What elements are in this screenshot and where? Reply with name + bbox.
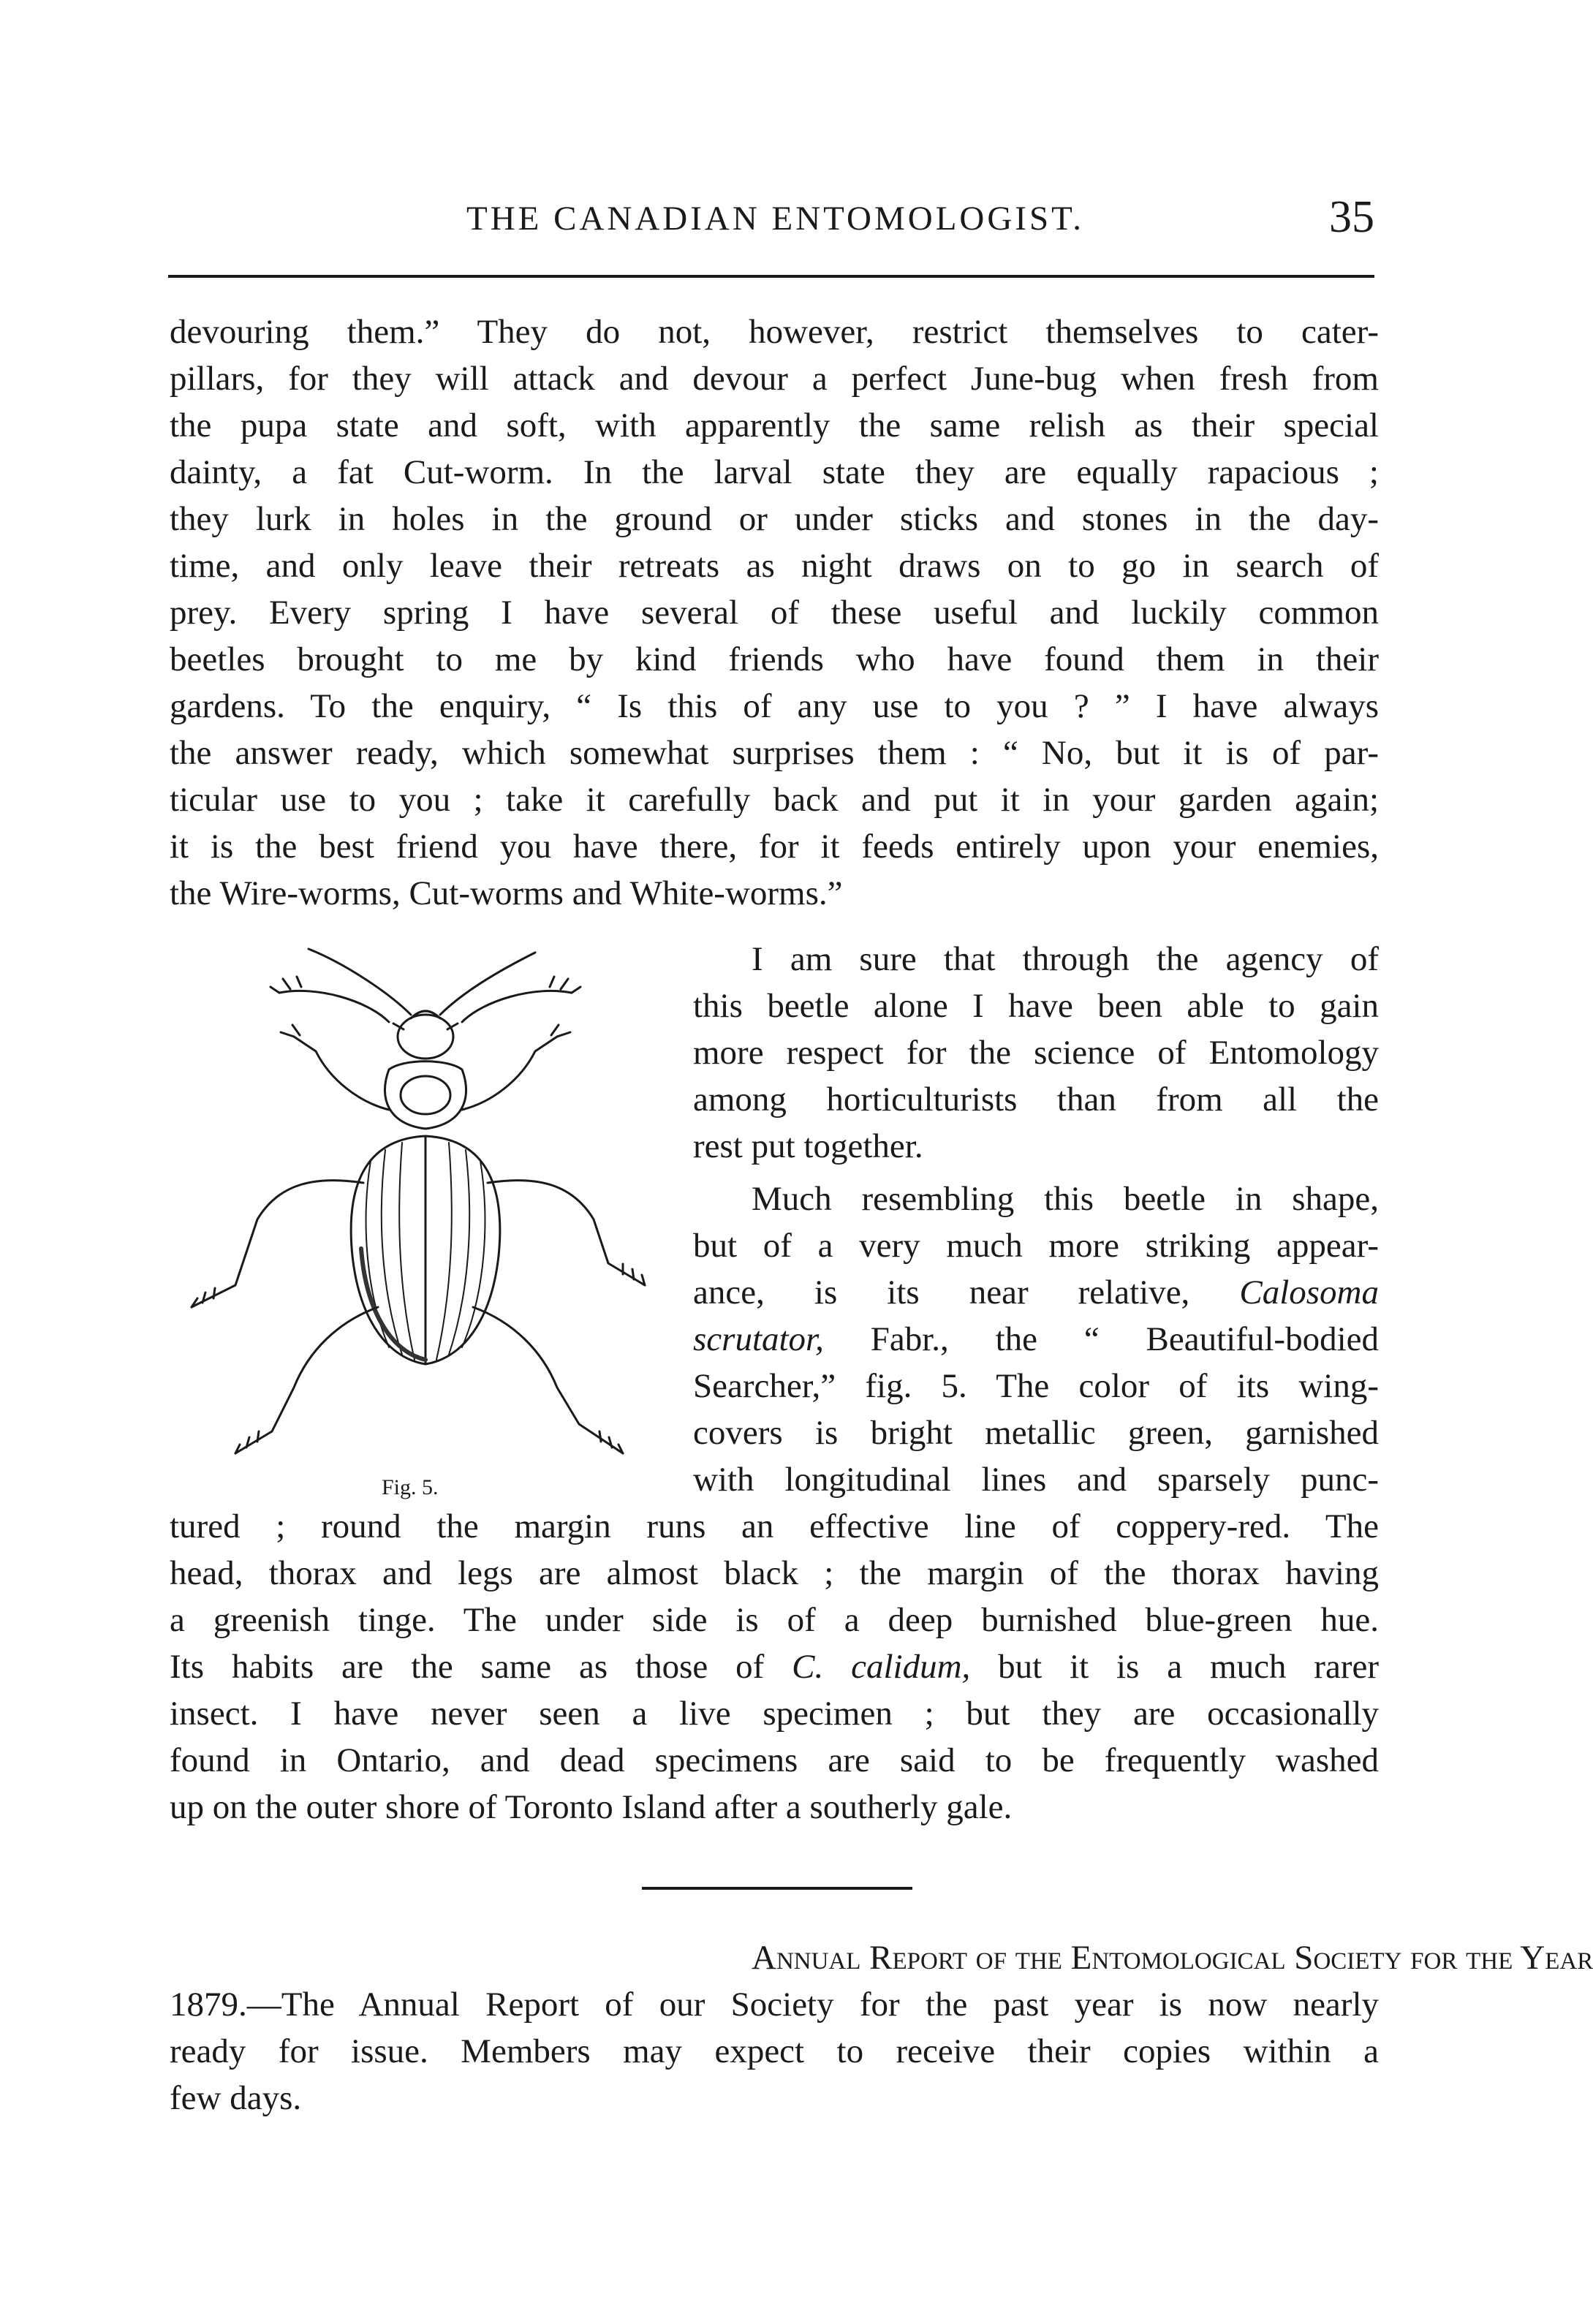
text-line: rest put together. [693,1127,923,1165]
text-line: few days. [170,2079,302,2117]
text-span: Its habits are the same as those of [170,1648,792,1686]
text-line: dainty, a fat Cut-worm. In the larval state they are equally rapacious ; [170,453,1379,491]
species-name: C. calidum, [792,1648,971,1686]
running-head [168,192,1374,250]
species-name: scrutator, [693,1320,824,1358]
text-line: gardens. To the enquiry, “ Is this of any use to you ? ” I have always [170,687,1379,725]
text-line: up on the outer shore of Toronto Island after a southerly gale. [170,1788,1013,1826]
text-line: I am sure that through the agency of [752,940,1379,978]
text-line: the pupa state and soft, with apparently the same relish as their special [170,406,1379,444]
text-line: among horticulturists than from all the [693,1080,1379,1119]
text-line [170,1643,1379,1690]
text-line: the answer ready, which somewhat surprises them : “ No, but it is of par- [170,734,1379,772]
text-line: insect. I have never seen a live specimen ; but they are occasionally [170,1695,1379,1733]
text-line: Searcher,” fig. 5. The color of its wing- [693,1367,1379,1405]
text-span: but it is a much rarer [970,1648,1379,1686]
text-line: tured ; round the margin runs an effective line of coppery-red. The [170,1507,1379,1545]
beetle-figure [170,942,681,1504]
section-rule [642,1887,912,1890]
figure-caption: Fig. 5. [382,1475,439,1499]
text-line [693,1316,1379,1363]
text-line: devouring them.” They do not, however, restrict themselves to cater- [170,313,1379,351]
species-name: Calosoma [1239,1273,1379,1311]
text-line: time, and only leave their retreats as night draws on to go in search of [170,547,1379,585]
text-line: found in Ontario, and dead specimens are said to be frequently washed [170,1741,1379,1779]
page-number: 35 [1329,192,1374,242]
text-line: with longitudinal lines and sparsely punc- [693,1461,1379,1499]
beetle-illustration [170,942,681,1475]
text-line: but of a very much more striking appear- [693,1227,1379,1265]
header-rule [168,275,1374,278]
text-span: ance, is its near relative, [693,1273,1190,1311]
text-line: pillars, for they will attack and devour a perfect June-bug when fresh from [170,360,1379,398]
text-line: Much resembling this beetle in shape, [752,1180,1379,1218]
text-line: they lurk in holes in the ground or under sticks and stones in the day- [170,500,1379,538]
text-span: Fabr., the “ Beautiful-bodied [823,1320,1379,1358]
text-line: beetles brought to me by kind friends who have found them in their [170,640,1379,678]
text-line: head, thorax and legs are almost black ; the margin of the thorax having [170,1554,1379,1592]
text-line: ready for issue. Members may expect to receive their copies within a [170,2032,1379,2070]
text-line: 1879.—The Annual Report of our Society for the past year is now nearly [170,1986,1379,2024]
text-line: more respect for the science of Entomology [693,1034,1379,1072]
text-line: this beetle alone I have been able to gain [693,987,1379,1025]
text-line: a greenish tinge. The under side is of a deep burnished blue-green hue. [170,1601,1379,1639]
text-line: covers is bright metallic green, garnished [693,1414,1379,1452]
text-line: prey. Every spring I have several of these useful and luckily common [170,594,1379,632]
notice-heading: Annual Report of the Entomological Society for the Year [752,1939,1593,1977]
text-line [693,1269,1379,1316]
running-title: THE CANADIAN ENTOMOLOGIST. [466,200,1085,238]
text-line: it is the best friend you have there, for it feeds entirely upon your enemies, [170,828,1379,866]
text-line: ticular use to you ; take it carefully back and put it in your garden again; [170,781,1379,819]
text-line: the Wire-worms, Cut-worms and White-worms.” [170,874,843,912]
